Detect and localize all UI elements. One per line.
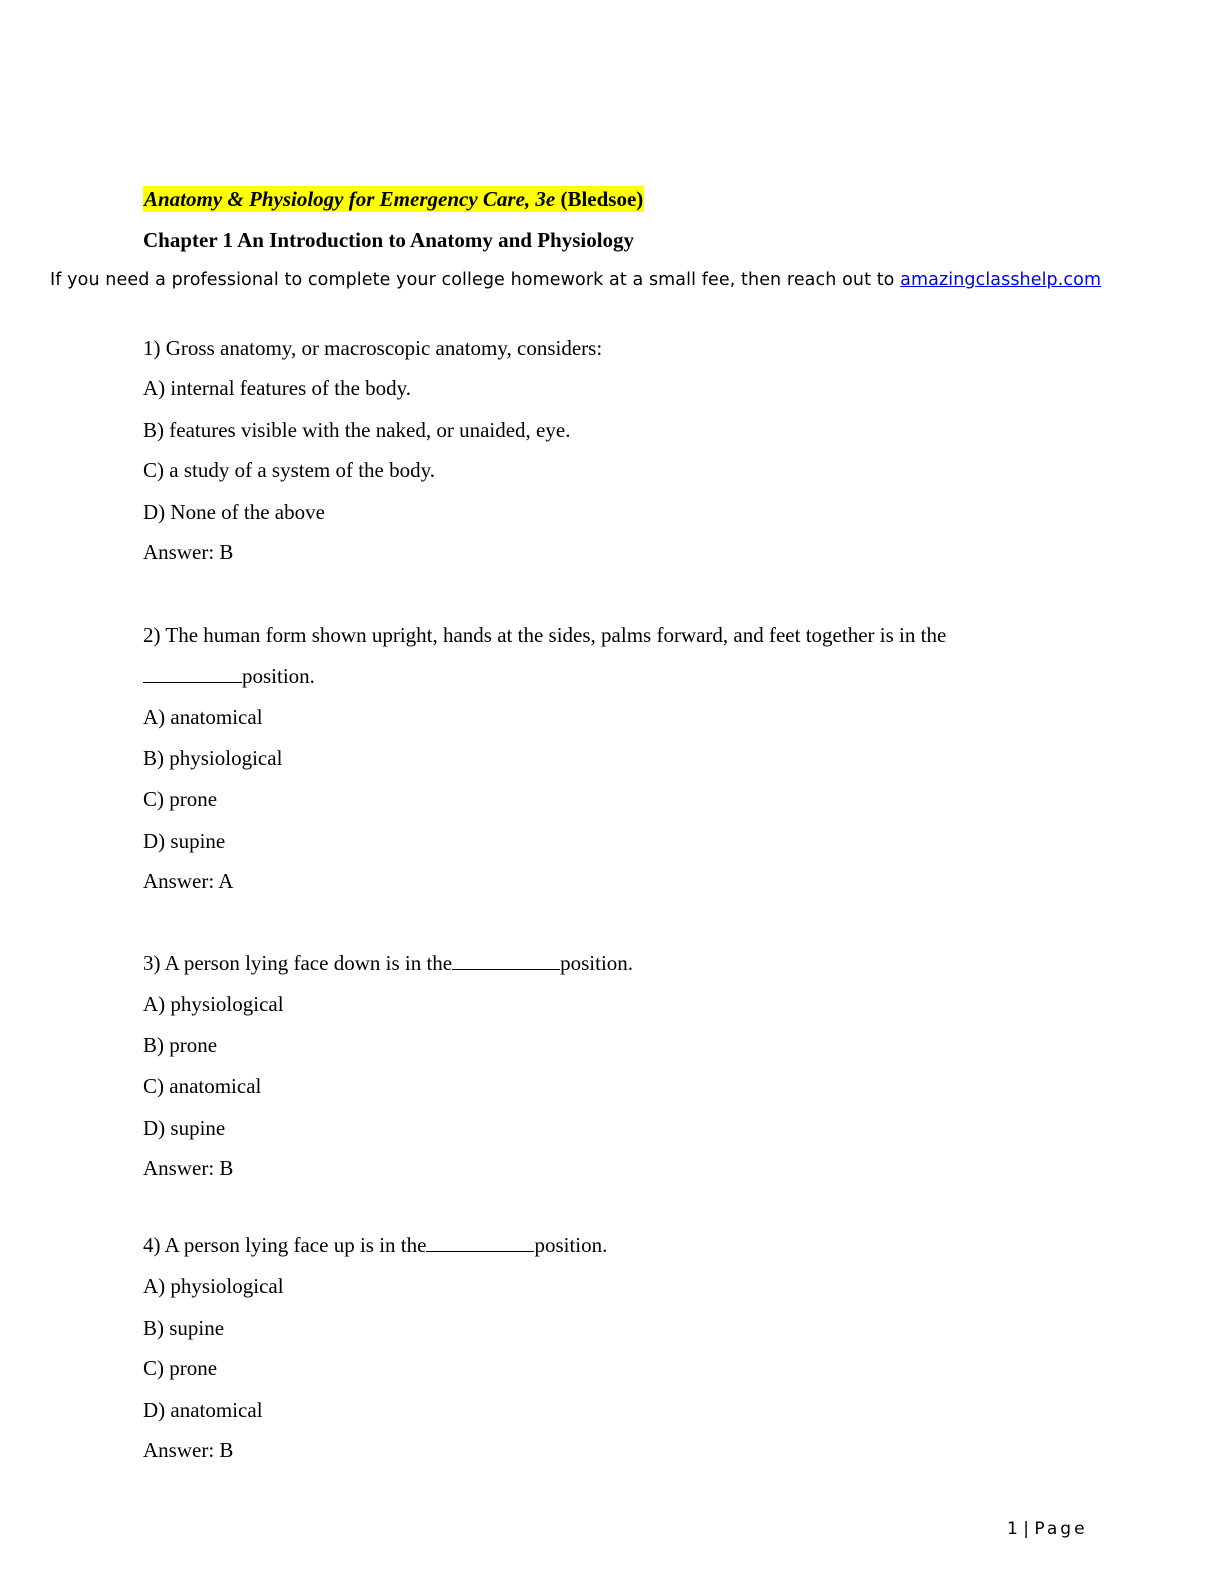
- question-4-option-b: B) supine: [143, 1316, 225, 1340]
- question-3-answer: Answer: B: [143, 1156, 234, 1180]
- question-4-option-c: C) prone: [143, 1356, 218, 1380]
- question-3-option-b: B) prone: [143, 1033, 218, 1057]
- page-separator: |: [1023, 1519, 1029, 1539]
- page-label: Page: [1034, 1519, 1088, 1539]
- question-1-option-c: C) a study of a system of the body.: [143, 458, 436, 482]
- question-2-answer: Answer: A: [143, 869, 234, 893]
- answer-blank: [452, 952, 560, 970]
- question-2-option-d: D) supine: [143, 829, 226, 853]
- book-title-italic: Anatomy & Physiology for Emergency Care, 3e: [144, 187, 556, 211]
- answer-blank: [143, 665, 242, 683]
- question-4-stem-tail: position.: [534, 1233, 608, 1257]
- question-2-option-c: C) prone: [143, 787, 218, 811]
- question-3-option-c: C) anatomical: [143, 1074, 262, 1098]
- question-3-stem-tail: position.: [560, 951, 634, 975]
- question-4-stem: [143, 1233, 607, 1257]
- question-4-option-a: A) physiological: [143, 1274, 284, 1298]
- question-1-answer: Answer: B: [143, 540, 234, 564]
- question-2-stem-line2: [143, 664, 315, 688]
- book-title: [143, 186, 644, 212]
- book-author: (Bledsoe): [560, 187, 644, 211]
- question-3-stem: [143, 951, 633, 975]
- question-4-stem-head: 4) A person lying face up is in the: [143, 1233, 427, 1257]
- question-3-stem-head: 3) A person lying face down is in the: [143, 951, 453, 975]
- page-footer: [1007, 1517, 1088, 1541]
- question-4-option-d: D) anatomical: [143, 1398, 263, 1422]
- promo-text: If you need a professional to complete your college homework at a small fee, then reach out to: [50, 270, 895, 290]
- question-2-stem: 2) The human form shown upright, hands at the sides, palms forward, and feet together is in the: [143, 623, 947, 647]
- question-1-option-d: D) None of the above: [143, 500, 325, 524]
- page-number: 1: [1007, 1519, 1018, 1539]
- answer-blank: [426, 1234, 534, 1252]
- question-2-option-a: A) anatomical: [143, 705, 263, 729]
- question-4-answer: Answer: B: [143, 1438, 234, 1462]
- chapter-title: Chapter 1 An Introduction to Anatomy and Physiology: [143, 228, 635, 252]
- question-3-option-a: A) physiological: [143, 992, 284, 1016]
- promo-line: [50, 268, 1101, 292]
- question-1-option-b: B) features visible with the naked, or unaided, eye.: [143, 418, 571, 442]
- question-1-option-a: A) internal features of the body.: [143, 376, 412, 400]
- question-2-option-b: B) physiological: [143, 746, 283, 770]
- question-2-stem-tail: position.: [242, 664, 315, 688]
- promo-link[interactable]: amazingclasshelp.com: [900, 270, 1102, 290]
- question-3-option-d: D) supine: [143, 1116, 226, 1140]
- question-1-stem: 1) Gross anatomy, or macroscopic anatomy, considers:: [143, 336, 603, 360]
